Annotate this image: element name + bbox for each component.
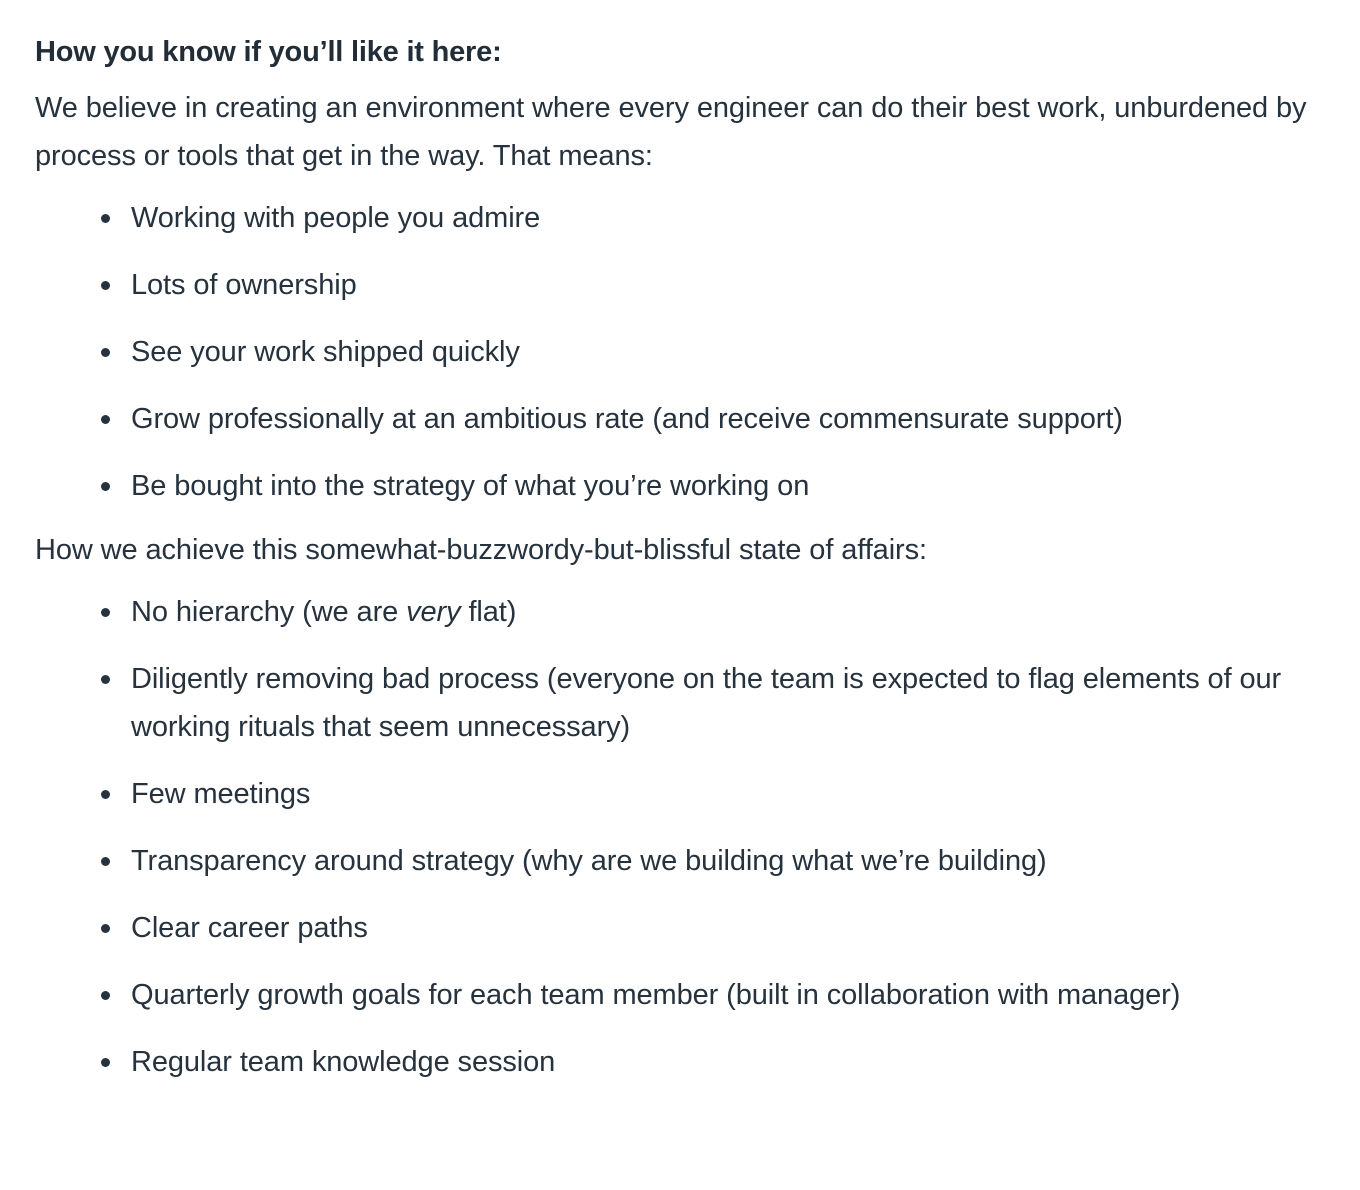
bullet-icon bbox=[101, 608, 110, 617]
means-list bbox=[35, 194, 1355, 510]
list-item bbox=[35, 904, 1296, 952]
bullet-icon bbox=[101, 214, 110, 223]
bullet-icon bbox=[101, 482, 110, 491]
bullet-icon bbox=[101, 348, 110, 357]
list-item-text: Regular team knowledge session bbox=[131, 1046, 556, 1078]
list-item-text: Quarterly growth goals for each team member (built in collaboration with manager) bbox=[131, 979, 1181, 1011]
list-item bbox=[35, 395, 1296, 443]
section-heading: How you know if you’ll like it here: bbox=[35, 36, 502, 68]
list-item bbox=[35, 194, 1296, 242]
list-item-text: Grow professionally at an ambitious rate (and receive commensurate support) bbox=[131, 403, 1123, 435]
list-item-text: Be bought into the strategy of what you’re working on bbox=[131, 470, 810, 502]
emphasis-text: very bbox=[406, 596, 461, 628]
achieve-intro-paragraph: How we achieve this somewhat-buzzwordy-but-blissful state of affairs: bbox=[35, 534, 927, 566]
list-item-text: Transparency around strategy (why are we building what we’re building) bbox=[131, 845, 1047, 877]
bullet-icon bbox=[101, 991, 110, 1000]
list-item-text: No hierarchy (we are very flat) bbox=[131, 596, 517, 628]
bullet-icon bbox=[101, 790, 110, 799]
list-item-text: Lots of ownership bbox=[131, 269, 357, 301]
list-item-text: Few meetings bbox=[131, 778, 311, 810]
bullet-icon bbox=[101, 924, 110, 933]
bullet-icon bbox=[101, 675, 110, 684]
list-item bbox=[35, 837, 1296, 885]
list-item bbox=[35, 971, 1296, 1019]
list-item-text: Diligently removing bad process (everyone on the team is expected to flag elements of our working rituals that seem unnecessary) bbox=[131, 663, 1282, 743]
list-item bbox=[35, 328, 1296, 376]
list-item-text: Working with people you admire bbox=[131, 202, 541, 234]
bullet-icon bbox=[101, 281, 110, 290]
list-item-text: See your work shipped quickly bbox=[131, 336, 520, 368]
list-item bbox=[35, 261, 1296, 309]
job-description-section bbox=[35, 30, 1355, 1086]
bullet-icon bbox=[101, 1058, 110, 1067]
list-item bbox=[35, 588, 1296, 636]
intro-paragraph: We believe in creating an environment where every engineer can do their best work, unburdened by process or tools that get in the way. That means: bbox=[35, 92, 1307, 172]
achieve-list bbox=[35, 588, 1355, 1086]
list-item bbox=[35, 462, 1296, 510]
bullet-icon bbox=[101, 857, 110, 866]
list-item bbox=[35, 655, 1296, 751]
list-item-text: Clear career paths bbox=[131, 912, 368, 944]
list-item bbox=[35, 1038, 1296, 1086]
list-item bbox=[35, 770, 1296, 818]
bullet-icon bbox=[101, 415, 110, 424]
